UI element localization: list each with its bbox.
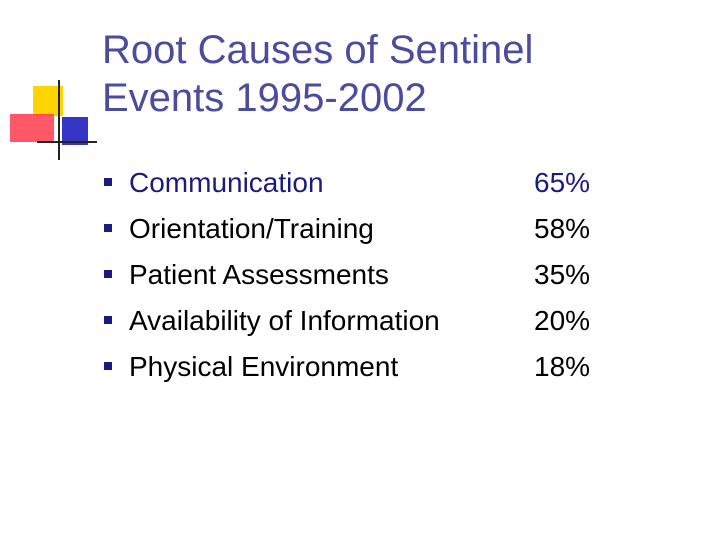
square-bullet-icon (104, 316, 112, 324)
root-cause-list (104, 160, 624, 390)
ornament-vertical-line (58, 80, 60, 160)
square-bullet-icon (104, 362, 112, 370)
square-bullet-icon (104, 224, 112, 232)
cause-label: Communication (129, 167, 324, 198)
ornament-red-square (10, 114, 54, 142)
list-item (104, 344, 624, 390)
slide-title (102, 26, 662, 122)
slide-title-line-2: Events 1995-2002 (102, 76, 427, 120)
cause-percentage: 58% (534, 213, 591, 244)
list-item (104, 206, 624, 252)
cause-label: Patient Assessments (129, 259, 389, 290)
corner-ornament (0, 0, 110, 170)
cause-label: Availability of Information (129, 305, 440, 336)
slide-title-line-1: Root Causes of Sentinel (102, 28, 534, 72)
cause-percentage: 18% (534, 351, 591, 382)
square-bullet-icon (104, 270, 112, 278)
cause-percentage: 65% (534, 167, 591, 198)
ornament-horizontal-line (37, 141, 97, 143)
cause-label: Physical Environment (129, 351, 399, 382)
cause-percentage: 20% (534, 305, 591, 336)
list-item (104, 252, 624, 298)
square-bullet-icon (104, 178, 112, 186)
cause-percentage: 35% (534, 259, 591, 290)
list-item (104, 298, 624, 344)
list-item (104, 160, 624, 206)
cause-label: Orientation/Training (129, 213, 374, 244)
